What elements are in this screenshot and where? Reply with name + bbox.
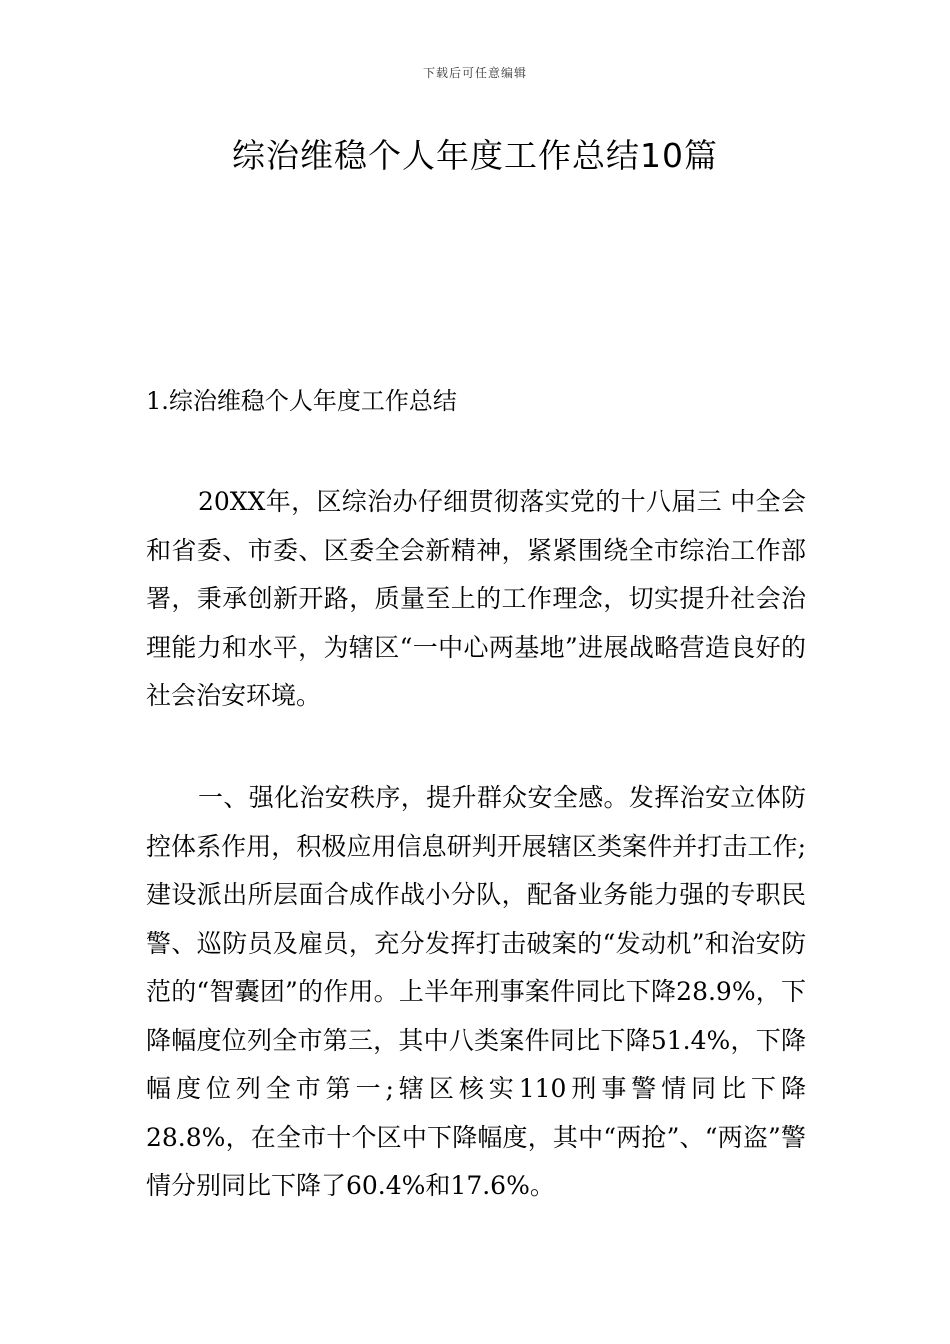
paragraph-intro: 20XX年，区综治办仔细贯彻落实党的十八届三 中全会和省委、市委、区委全会新精神，紧紧围绕全市综治工作部署，秉承创新开路，质量至上的工作理念，切实提升社会治理能力和水平，为辖区“一中心两基地”进展战略营造良好的社会治安环境。 [146, 487, 806, 710]
document-title: 综治维稳个人年度工作总结10篇 [232, 136, 718, 175]
header-note: 下载后可任意编辑 [422, 66, 527, 80]
section-heading: 1.综治维稳个人年度工作总结 [146, 387, 457, 415]
paragraph-public-security: 一、强化治安秩序，提升群众安全感。发挥治安立体防控体系作用，积极应用信息研判开展辖区类案件并打击工作;建设派出所层面合成作战小分队，配备业务能力强的专职民警、巡防员及雇员，充分发挥打击破案的“发动机”和治安防范的“智囊团”的作用。上半年刑事案件同比下降28.9%，下降幅度位列全市第三，其中八类案件同比下降51.4%，下降幅度位列全市第一;辖区核实110刑事警情同比下降28.8%，在全市十个区中下降幅度，其中“两抢”、“两盗”警情分别同比下降了60.4%和17.6%。 [146, 783, 806, 1200]
